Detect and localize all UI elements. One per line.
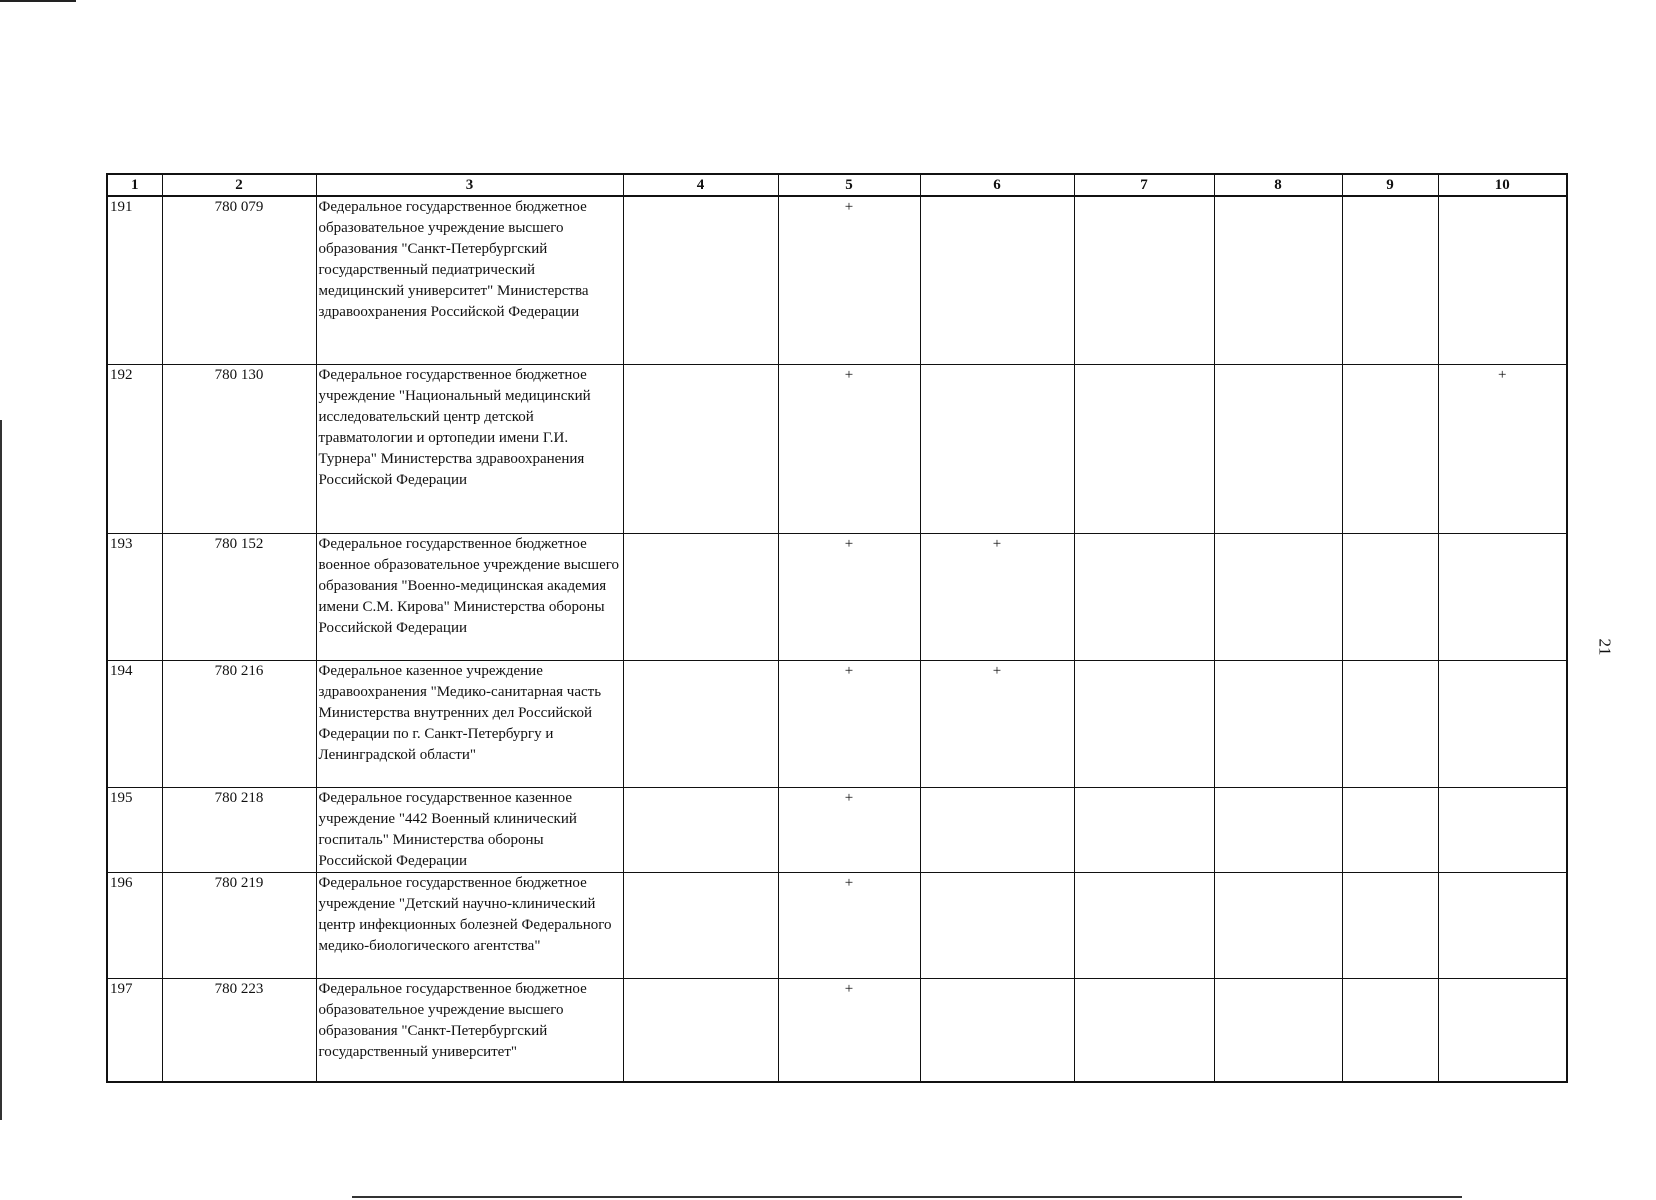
row-col-7 — [1074, 787, 1214, 872]
table-row — [107, 196, 1567, 364]
scan-artifact-left-edge — [0, 420, 2, 1120]
table-row — [107, 364, 1567, 533]
row-col-8 — [1214, 872, 1342, 978]
row-col-8 — [1214, 660, 1342, 787]
row-col-9 — [1342, 660, 1438, 787]
row-number: 192 — [107, 364, 162, 533]
header-col-5: 5 — [778, 174, 920, 196]
row-number: 195 — [107, 787, 162, 872]
row-col-5: + — [778, 196, 920, 364]
table-row — [107, 533, 1567, 660]
scan-artifact-top — [0, 0, 76, 2]
row-code: 780 130 — [162, 364, 316, 533]
header-col-2: 2 — [162, 174, 316, 196]
document-table — [106, 173, 1568, 1083]
row-col-6: + — [920, 533, 1074, 660]
row-col-7 — [1074, 364, 1214, 533]
header-row — [107, 174, 1567, 196]
header-col-9: 9 — [1342, 174, 1438, 196]
row-col-10 — [1438, 533, 1567, 660]
row-col-5: + — [778, 872, 920, 978]
row-name: Федеральное государственное бюджетное учреждение "Национальный медицинский исследовательский центр детской травматологии и ортопедии имени Г.И. Турнера" Министерства здравоохранения Российской Федерации — [316, 364, 623, 533]
row-col-5: + — [778, 787, 920, 872]
row-col-6 — [920, 196, 1074, 364]
row-col-9 — [1342, 978, 1438, 1082]
row-col-7 — [1074, 872, 1214, 978]
row-name: Федеральное государственное бюджетное учреждение "Детский научно-клинический центр инфекционных болезней Федерального медико-биологического агентства" — [316, 872, 623, 978]
header-col-4: 4 — [623, 174, 778, 196]
row-col-8 — [1214, 364, 1342, 533]
row-col-4 — [623, 787, 778, 872]
header-col-10: 10 — [1438, 174, 1567, 196]
row-number: 194 — [107, 660, 162, 787]
row-code: 780 219 — [162, 872, 316, 978]
row-col-6 — [920, 872, 1074, 978]
row-number: 191 — [107, 196, 162, 364]
table-row — [107, 660, 1567, 787]
row-col-5: + — [778, 364, 920, 533]
table-row — [107, 787, 1567, 872]
row-col-6 — [920, 787, 1074, 872]
row-col-10 — [1438, 787, 1567, 872]
row-code: 780 079 — [162, 196, 316, 364]
row-col-9 — [1342, 787, 1438, 872]
document-table-container — [106, 173, 1566, 1083]
page-number: 21 — [1595, 638, 1615, 656]
header-col-6: 6 — [920, 174, 1074, 196]
row-code: 780 152 — [162, 533, 316, 660]
table-row — [107, 872, 1567, 978]
header-col-8: 8 — [1214, 174, 1342, 196]
row-col-5: + — [778, 978, 920, 1082]
row-name: Федеральное государственное бюджетное образовательное учреждение высшего образования "Санкт-Петербургский государственный университет" — [316, 978, 623, 1082]
scan-artifact-bottom-1 — [352, 1196, 642, 1198]
row-number: 196 — [107, 872, 162, 978]
row-code: 780 223 — [162, 978, 316, 1082]
scan-artifact-bottom-2 — [642, 1196, 972, 1198]
row-name: Федеральное казенное учреждение здравоохранения "Медико-санитарная часть Министерства внутренних дел Российской Федерации по г. Санкт-Петербургу и Ленинградской области" — [316, 660, 623, 787]
row-col-9 — [1342, 364, 1438, 533]
row-name: Федеральное государственное бюджетное образовательное учреждение высшего образования "Санкт-Петербургский государственный педиатрический медицинский университет" Министерства здравоохранения Российской Федерации — [316, 196, 623, 364]
row-col-7 — [1074, 533, 1214, 660]
row-col-4 — [623, 533, 778, 660]
row-name: Федеральное государственное бюджетное военное образовательное учреждение высшего образования "Военно-медицинская академия имени С.М. Кирова" Министерства обороны Российской Федерации — [316, 533, 623, 660]
header-col-7: 7 — [1074, 174, 1214, 196]
row-col-6: + — [920, 660, 1074, 787]
row-col-5: + — [778, 660, 920, 787]
row-col-7 — [1074, 660, 1214, 787]
row-col-10 — [1438, 196, 1567, 364]
row-number: 197 — [107, 978, 162, 1082]
row-col-8 — [1214, 196, 1342, 364]
row-col-4 — [623, 196, 778, 364]
header-col-3: 3 — [316, 174, 623, 196]
row-col-4 — [623, 978, 778, 1082]
row-col-4 — [623, 364, 778, 533]
scan-artifact-bottom-3 — [972, 1196, 1462, 1198]
row-col-8 — [1214, 787, 1342, 872]
row-code: 780 218 — [162, 787, 316, 872]
row-col-8 — [1214, 533, 1342, 660]
row-col-10: + — [1438, 364, 1567, 533]
row-name: Федеральное государственное казенное учреждение "442 Военный клинический госпиталь" Министерства обороны Российской Федерации — [316, 787, 623, 872]
row-col-10 — [1438, 660, 1567, 787]
row-col-7 — [1074, 196, 1214, 364]
row-number: 193 — [107, 533, 162, 660]
row-code: 780 216 — [162, 660, 316, 787]
row-col-9 — [1342, 872, 1438, 978]
row-col-7 — [1074, 978, 1214, 1082]
row-col-6 — [920, 978, 1074, 1082]
row-col-6 — [920, 364, 1074, 533]
header-col-1: 1 — [107, 174, 162, 196]
row-col-9 — [1342, 533, 1438, 660]
table-row — [107, 978, 1567, 1082]
row-col-4 — [623, 872, 778, 978]
row-col-8 — [1214, 978, 1342, 1082]
row-col-4 — [623, 660, 778, 787]
row-col-5: + — [778, 533, 920, 660]
row-col-10 — [1438, 978, 1567, 1082]
row-col-9 — [1342, 196, 1438, 364]
row-col-10 — [1438, 872, 1567, 978]
